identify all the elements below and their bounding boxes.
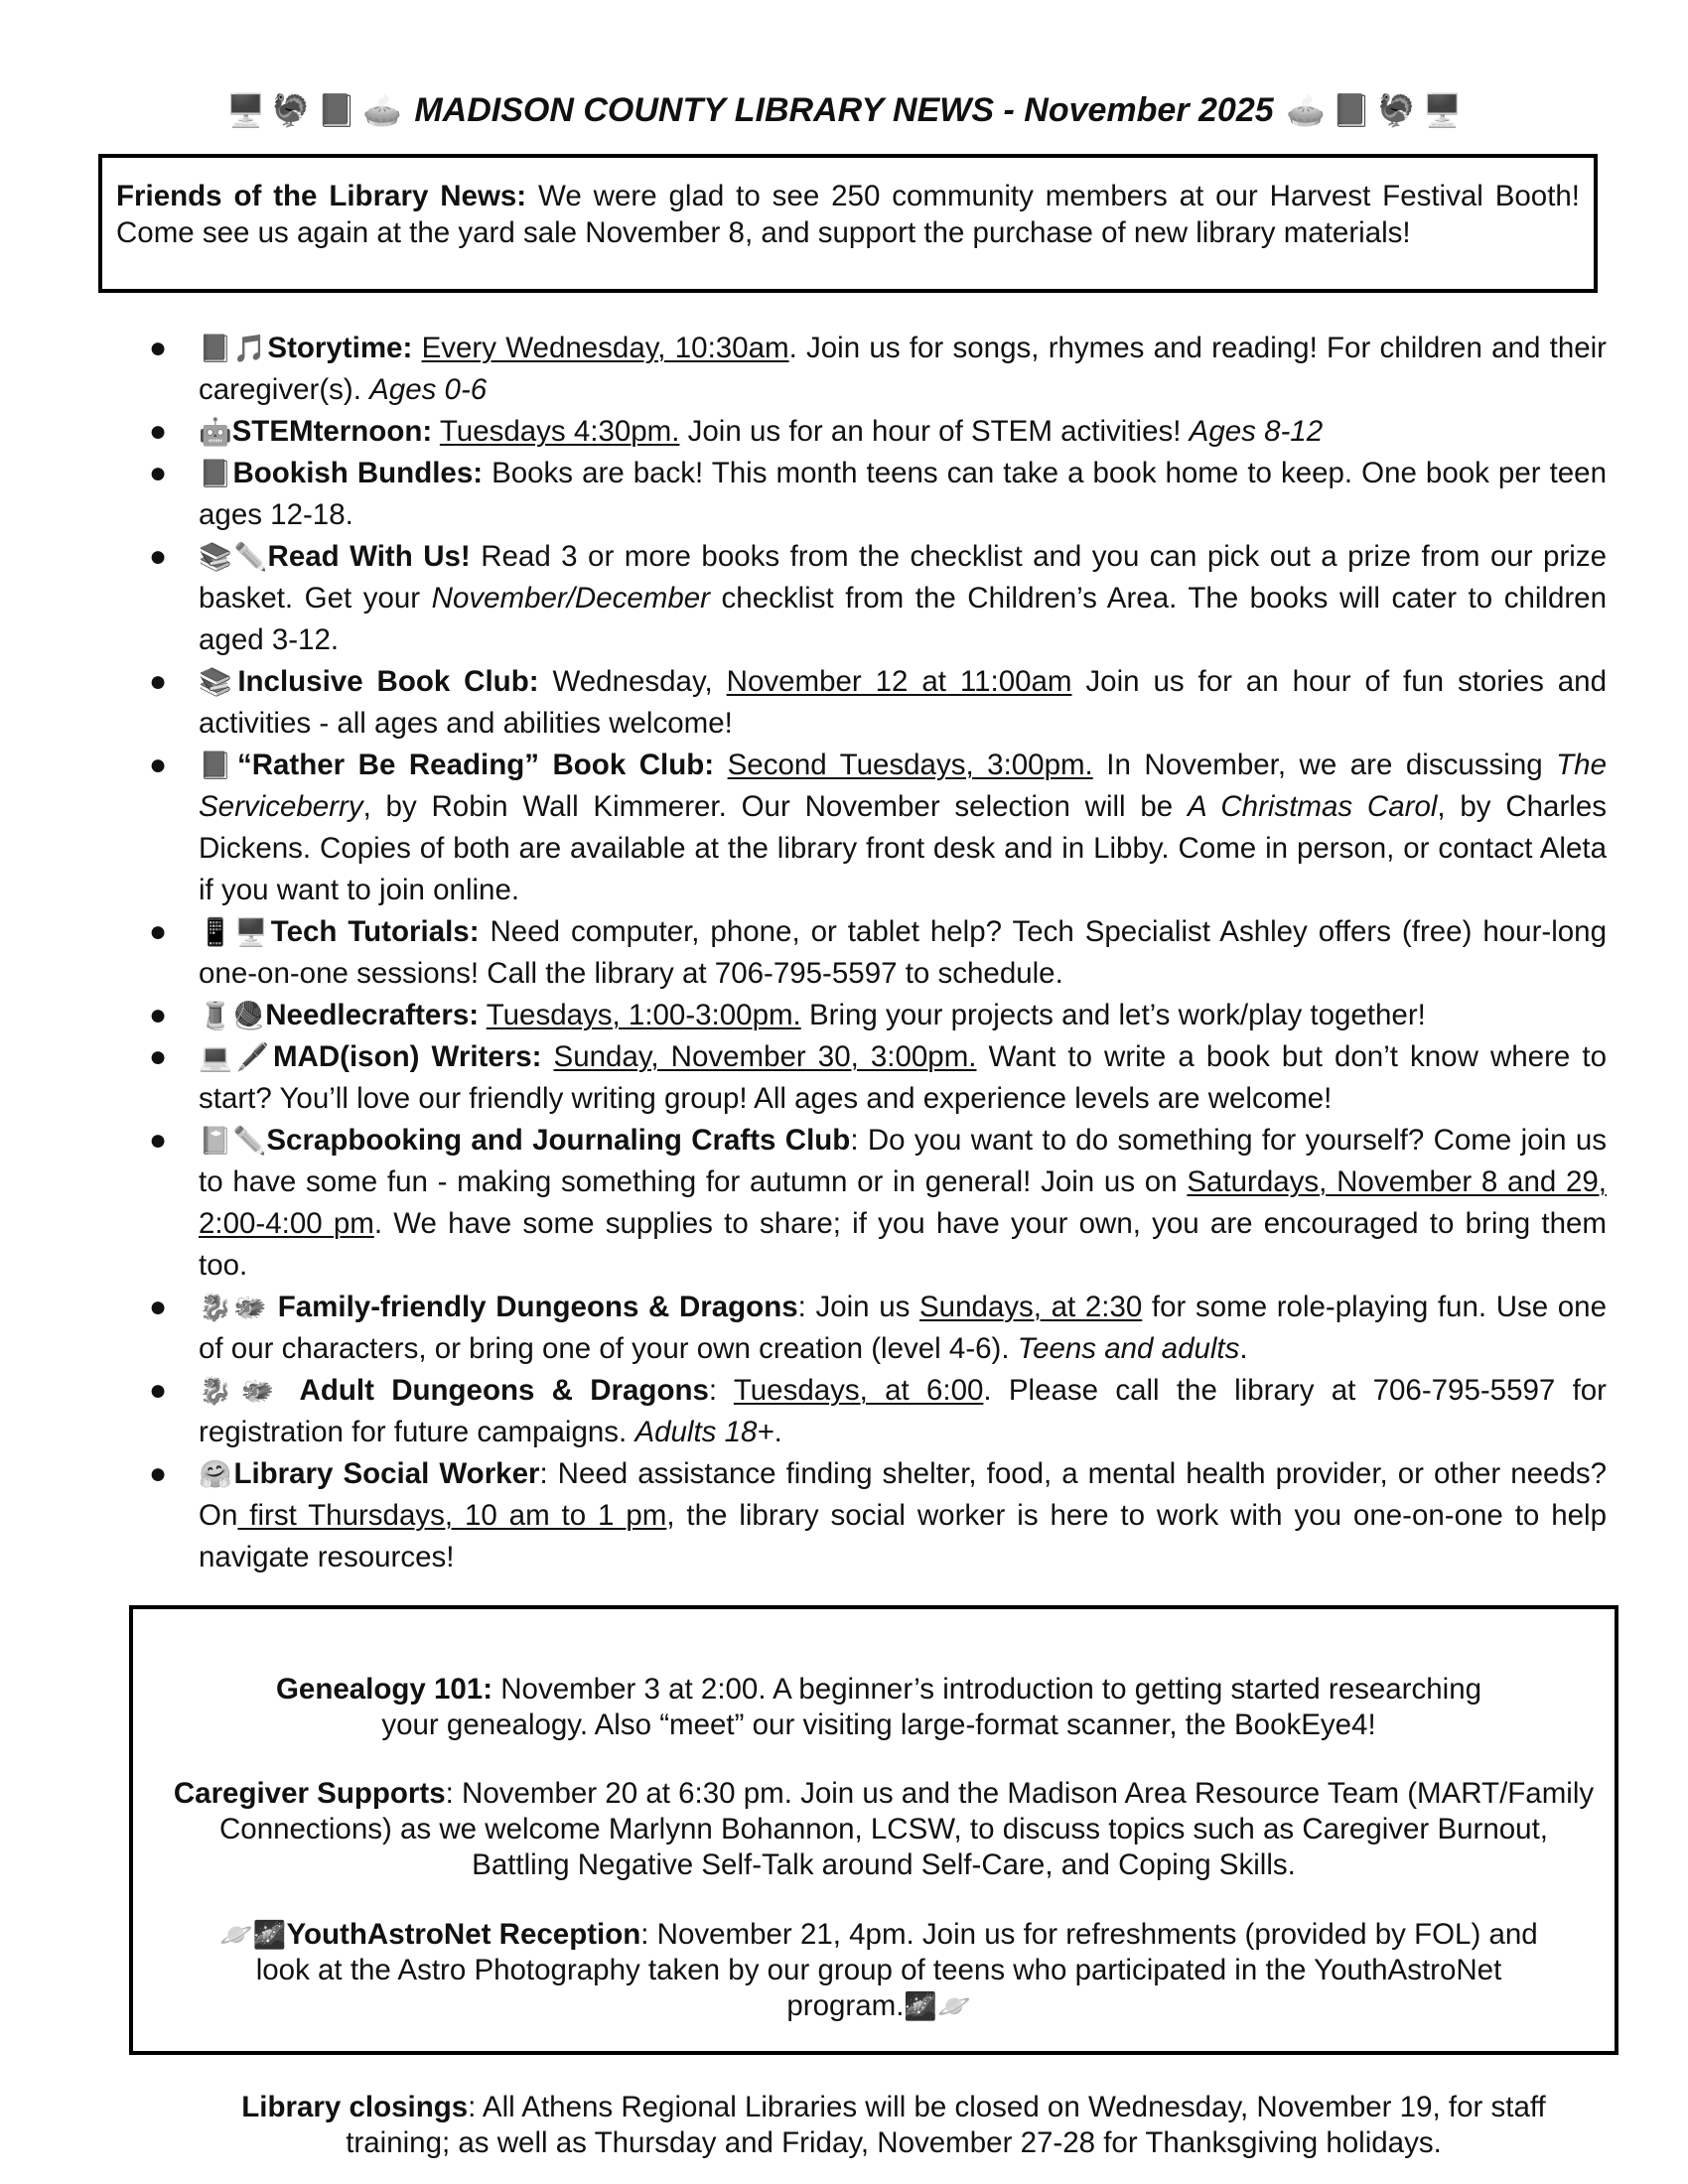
bullet: ● bbox=[149, 1124, 168, 1157]
genealogy-title: Genealogy 101: bbox=[275, 1673, 493, 1706]
bullet: ● bbox=[149, 540, 168, 573]
event-title: Library Social Worker bbox=[233, 1457, 540, 1490]
event-title: Storytime: bbox=[267, 332, 413, 364]
book-icon: 📕 bbox=[199, 459, 233, 488]
event-title: “Rather Be Reading” Book Club: bbox=[236, 749, 715, 781]
event-title: Bookish Bundles: bbox=[232, 457, 484, 489]
event-rather-be-reading: ● 📕“Rather Be Reading” Book Club: Second Tuesdays, 3:00pm. In November, we are discussing The Serviceberry, by Robin Wall Kimmerer. Our November selection will be A Christmas Carol, by Charles Dickens. Copies of both are available at the library front desk and in Libby. Come in person, or contact Aleta if you want to join online. bbox=[149, 745, 1607, 911]
computer-icon: 🖥️ bbox=[1422, 92, 1463, 128]
age-range: Ages 8-12 bbox=[1189, 415, 1324, 448]
dragons-icon: 🐉🐲 bbox=[199, 1293, 269, 1322]
bullet: ● bbox=[149, 415, 168, 448]
pie-icon: 🥧 bbox=[362, 92, 402, 128]
special-events-box bbox=[129, 1605, 1618, 2055]
book-icon: 📕 bbox=[1331, 92, 1371, 128]
event-title: Inclusive Book Club: bbox=[237, 665, 539, 698]
event-tech-tutorials: ● 📱🖥️Tech Tutorials: Need computer, phone, or tablet help? Tech Specialist Ashley offers (free) hour-long one-on-one sessions! Call the library at 706-795-5597 to schedule. bbox=[149, 911, 1607, 995]
age-range: Ages 0-6 bbox=[369, 373, 488, 406]
event-title: Tech Tutorials: bbox=[270, 915, 480, 948]
hugging-face-icon: 🤗 bbox=[199, 1459, 234, 1489]
notebook-and-pencil-icon: 📔✏️ bbox=[199, 1126, 267, 1156]
bullet: ● bbox=[149, 999, 168, 1031]
laptop-and-pen-icon: 💻🖋️ bbox=[199, 1042, 273, 1072]
event-needlecrafters: ● 🧵🧶Needlecrafters: Tuesdays, 1:00-3:00pm. Bring your projects and let’s work/play together! bbox=[149, 995, 1607, 1036]
event-time-link[interactable]: Tuesdays, 1:00-3:00pm. bbox=[486, 999, 801, 1031]
books-and-pencil-icon: 📚✏️ bbox=[199, 542, 268, 572]
astro-paragraph: 🪐🌌YouthAstroNet Reception: November 21, 4pm. Join us for refreshments (provided by FOL) and look at the Astro Photography taken by our group of teens who participated in the YouthAstroNet program.🌌🪐 bbox=[219, 1918, 1538, 2022]
event-bookish-bundles: ● 📕Bookish Bundles: Books are back! This month teens can take a book home to keep. One book per teen ages 12-18. bbox=[149, 453, 1607, 536]
book-icon: 📕 bbox=[199, 751, 237, 780]
event-scrapbooking: ● 📔✏️Scrapbooking and Journaling Crafts Club: Do you want to do something for yourself? Come join us to have some fun - making something for autumn or in general! Join us on Saturdays, November 8 and 29, 2:00-4:00 pm. We have some supplies to share; if you have your own, you are encouraged to bring them too. bbox=[149, 1120, 1607, 1287]
event-title: Scrapbooking and Journaling Crafts Club bbox=[266, 1124, 851, 1157]
friends-body: We were glad to see 250 community members at our Harvest Festival Booth! Come see us again at the yard sale November 8, and support the purchase of new library materials! bbox=[116, 180, 1580, 249]
book-and-music-icon: 📕🎵 bbox=[199, 334, 268, 363]
event-title: MAD(ison) Writers: bbox=[272, 1040, 542, 1073]
event-time-link[interactable]: first Thursdays, 10 am to 1 pm bbox=[237, 1499, 667, 1532]
event-time-link[interactable]: November 12 at 11:00am bbox=[726, 665, 1072, 698]
pie-icon: 🥧 bbox=[1286, 92, 1326, 128]
newsletter-title bbox=[0, 91, 1688, 130]
bullet: ● bbox=[149, 749, 168, 781]
turkey-icon: 🦃 bbox=[1376, 92, 1417, 128]
bullet: ● bbox=[149, 1374, 168, 1407]
event-time-link[interactable]: Sundays, at 2:30 bbox=[919, 1291, 1143, 1323]
events-list bbox=[149, 328, 1607, 1578]
caregiver-paragraph: Caregiver Supports: November 20 at 6:30 pm. Join us and the Madison Area Resource Team (MART/Family Connections) as we welcome Marlynn Bohannon, LCSW, to discuss topics such as Caregiver Burnout, Battling Negative Self-Talk around Self-Care, and Coping Skills. bbox=[173, 1777, 1595, 1881]
astro-title: YouthAstroNet Reception bbox=[286, 1918, 641, 1951]
bullet: ● bbox=[149, 915, 168, 948]
event-storytime: ● 📕🎵Storytime: Every Wednesday, 10:30am. Join us for songs, rhymes and reading! For children and their caregiver(s). Ages 0-6 bbox=[149, 328, 1607, 411]
event-time-link[interactable]: Sunday, November 30, 3:00pm. bbox=[553, 1040, 977, 1073]
galaxy-and-ringed-planet-icon: 🌌🪐 bbox=[904, 1991, 971, 2021]
event-time-link[interactable]: Tuesdays, at 6:00 bbox=[733, 1374, 984, 1407]
library-closings bbox=[199, 2090, 1589, 2161]
phone-and-computer-icon: 📱🖥️ bbox=[199, 917, 271, 947]
turkey-icon: 🦃 bbox=[271, 92, 312, 128]
audience: Adults 18+ bbox=[634, 1416, 774, 1448]
bullet: ● bbox=[149, 1457, 168, 1490]
book-title: The Serviceberry bbox=[199, 749, 1607, 823]
event-time-link[interactable]: Every Wednesday, 10:30am bbox=[421, 332, 789, 364]
event-adult-dnd: ● 🐉🐲 Adult Dungeons & Dragons: Tuesdays, at 6:00. Please call the library at 706-795-5597 for registration for future campaigns. Adults 18+. bbox=[149, 1370, 1607, 1453]
bullet: ● bbox=[149, 332, 168, 364]
ringed-planet-and-galaxy-icon: 🪐🌌 bbox=[219, 1920, 287, 1950]
event-title: Read With Us! bbox=[267, 540, 471, 573]
robot-icon: 🤖 bbox=[199, 417, 232, 447]
event-family-dnd: ● 🐉🐲 Family-friendly Dungeons & Dragons: Join us Sundays, at 2:30 for some role-playing fun. Use one of our characters, or bring one of your own creation (level 4-6). Teens and adults. bbox=[149, 1287, 1607, 1370]
friends-of-library-box bbox=[98, 154, 1598, 293]
thread-and-yarn-icon: 🧵🧶 bbox=[199, 1001, 266, 1030]
dragons-icon: 🐉🐲 bbox=[199, 1376, 284, 1406]
event-title: Needlecrafters: bbox=[265, 999, 480, 1031]
computer-icon: 🖥️ bbox=[225, 92, 266, 128]
bullet: ● bbox=[149, 1291, 168, 1323]
event-time-link[interactable]: Saturdays, November 8 and 29, 2:00-4:00 pm bbox=[199, 1165, 1607, 1240]
bullet: ● bbox=[149, 457, 168, 489]
bullet: ● bbox=[149, 1040, 168, 1073]
event-title: Adult Dungeons & Dragons bbox=[283, 1374, 709, 1407]
event-social-worker: ● 🤗Library Social Worker: Need assistance finding shelter, food, a mental health provider, or other needs? On first Thursdays, 10 am to 1 pm, the library social worker is here to work with you one-on-one to help navigate resources! bbox=[149, 1453, 1607, 1578]
event-time-link[interactable]: Second Tuesdays, 3:00pm. bbox=[727, 749, 1093, 781]
event-madison-writers: ● 💻🖋️MAD(ison) Writers: Sunday, November 30, 3:00pm. Want to write a book but don’t know where to start? You’ll love our friendly writing group! All ages and experience levels are welcome! bbox=[149, 1036, 1607, 1120]
event-time-link[interactable]: Tuesdays 4:30pm. bbox=[439, 415, 680, 448]
event-read-with-us: ● 📚✏️Read With Us! Read 3 or more books from the checklist and you can pick out a prize from our prize basket. Get your November/December checklist from the Children’s Area. The books will cater to children aged 3-12. bbox=[149, 536, 1607, 661]
event-stemternoon: ● 🤖STEMternoon: Tuesdays 4:30pm. Join us for an hour of STEM activities! Ages 8-12 bbox=[149, 411, 1607, 453]
page-title: MADISON COUNTY LIBRARY NEWS - November 2025 bbox=[414, 91, 1274, 129]
bullet: ● bbox=[149, 665, 168, 698]
audience: Teens and adults bbox=[1017, 1332, 1240, 1365]
book-title: A Christmas Carol bbox=[1188, 790, 1438, 823]
caregiver-title: Caregiver Supports bbox=[173, 1777, 446, 1810]
closings-title: Library closings bbox=[241, 2091, 469, 2123]
closings-body: : All Athens Regional Libraries will be closed on Wednesday, November 19, for staff training; as well as Thursday and Friday, November 27-28 for Thanksgiving holidays. bbox=[346, 2091, 1546, 2159]
event-inclusive-book-club: ● 📚Inclusive Book Club: Wednesday, November 12 at 11:00am Join us for an hour of fun stories and activities - all ages and abilities welcome! bbox=[149, 661, 1607, 745]
event-title: Family-friendly Dungeons & Dragons bbox=[268, 1291, 798, 1323]
books-icon: 📚 bbox=[199, 667, 238, 697]
genealogy-paragraph: Genealogy 101: November 3 at 2:00. A beginner’s introduction to getting started researching your genealogy. Also “meet” our visiting large-format scanner, the BookEye4! bbox=[275, 1673, 1482, 1741]
event-title: STEMternoon: bbox=[231, 415, 433, 448]
book-icon: 📕 bbox=[317, 92, 357, 128]
friends-heading: Friends of the Library News: bbox=[116, 180, 527, 212]
